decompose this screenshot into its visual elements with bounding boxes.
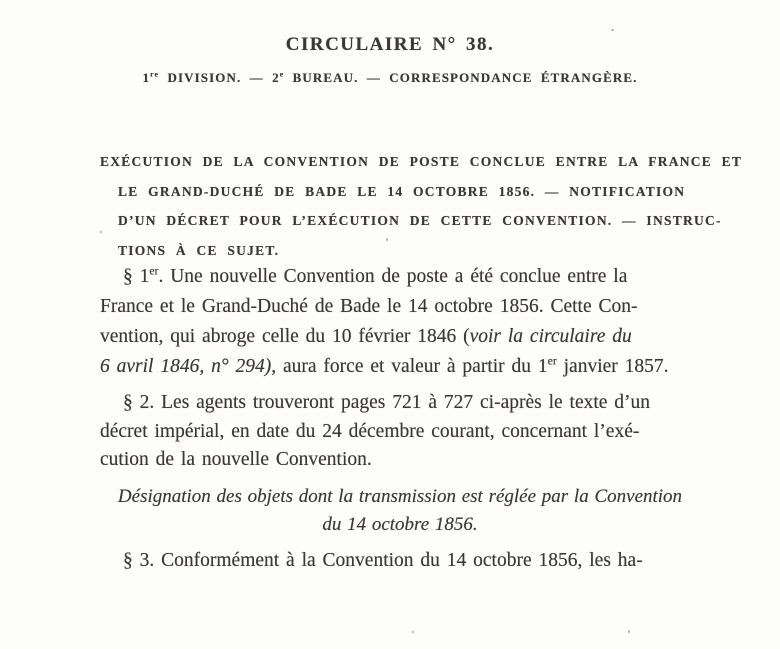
text-line: § 2. Les agents trouveront pages 721 à 727 ci-après le texte d’un	[123, 392, 651, 413]
paragraph-section-2	[100, 389, 700, 475]
text-line: France et le Grand-Duché de Bade le 14 octobre 1856. Cette Con-	[100, 296, 638, 317]
division-bureau-line: 1re DIVISION. — 2e BUREAU. — CORRESPONDANCE ÉTRANGÈRE.	[142, 69, 638, 85]
scan-speck	[100, 231, 102, 233]
text-line: cution de la nouvelle Convention.	[100, 449, 372, 470]
text-line: D’UN DÉCRET POUR L’EXÉCUTION DE CETTE CONVENTION. — INSTRUC-	[118, 213, 722, 228]
text-line: Désignation des objets dont la transmission est réglée par la Convention	[117, 486, 683, 507]
paragraph-section-3	[100, 546, 700, 576]
scan-speck	[412, 631, 414, 633]
paragraph-section-1	[100, 262, 700, 382]
text-line: décret impérial, en date du 24 décembre courant, concernant l’exé-	[100, 420, 640, 442]
scan-speck	[611, 29, 614, 31]
text-line: EXÉCUTION DE LA CONVENTION DE POSTE CONCLUE ENTRE LA FRANCE ET	[100, 154, 743, 169]
subject-summary	[100, 147, 743, 265]
text-line: LE GRAND-DUCHÉ DE BADE LE 14 OCTOBRE 1856. — NOTIFICATION	[118, 183, 686, 199]
text-line: § 3. Conformément à la Convention du 14 octobre 1856, les ha-	[123, 550, 643, 571]
text-line: du 14 octobre 1856.	[322, 514, 478, 535]
section-subheading	[90, 483, 710, 539]
text-line: 6 avril 1846, n° 294), aura force et valeur à partir du 1er janvier 1857.	[100, 354, 669, 377]
text-line: vention, qui abroge celle du 10 février 1846 (voir la circulaire du	[100, 326, 632, 347]
scan-speck	[386, 238, 388, 241]
circular-title: CIRCULAIRE N° 38.	[285, 34, 495, 55]
text-line: TIONS À CE SUJET.	[118, 242, 280, 258]
text-line: § 1er. Une nouvelle Convention de poste a été conclue entre la	[123, 264, 628, 287]
scan-speck	[628, 630, 630, 633]
